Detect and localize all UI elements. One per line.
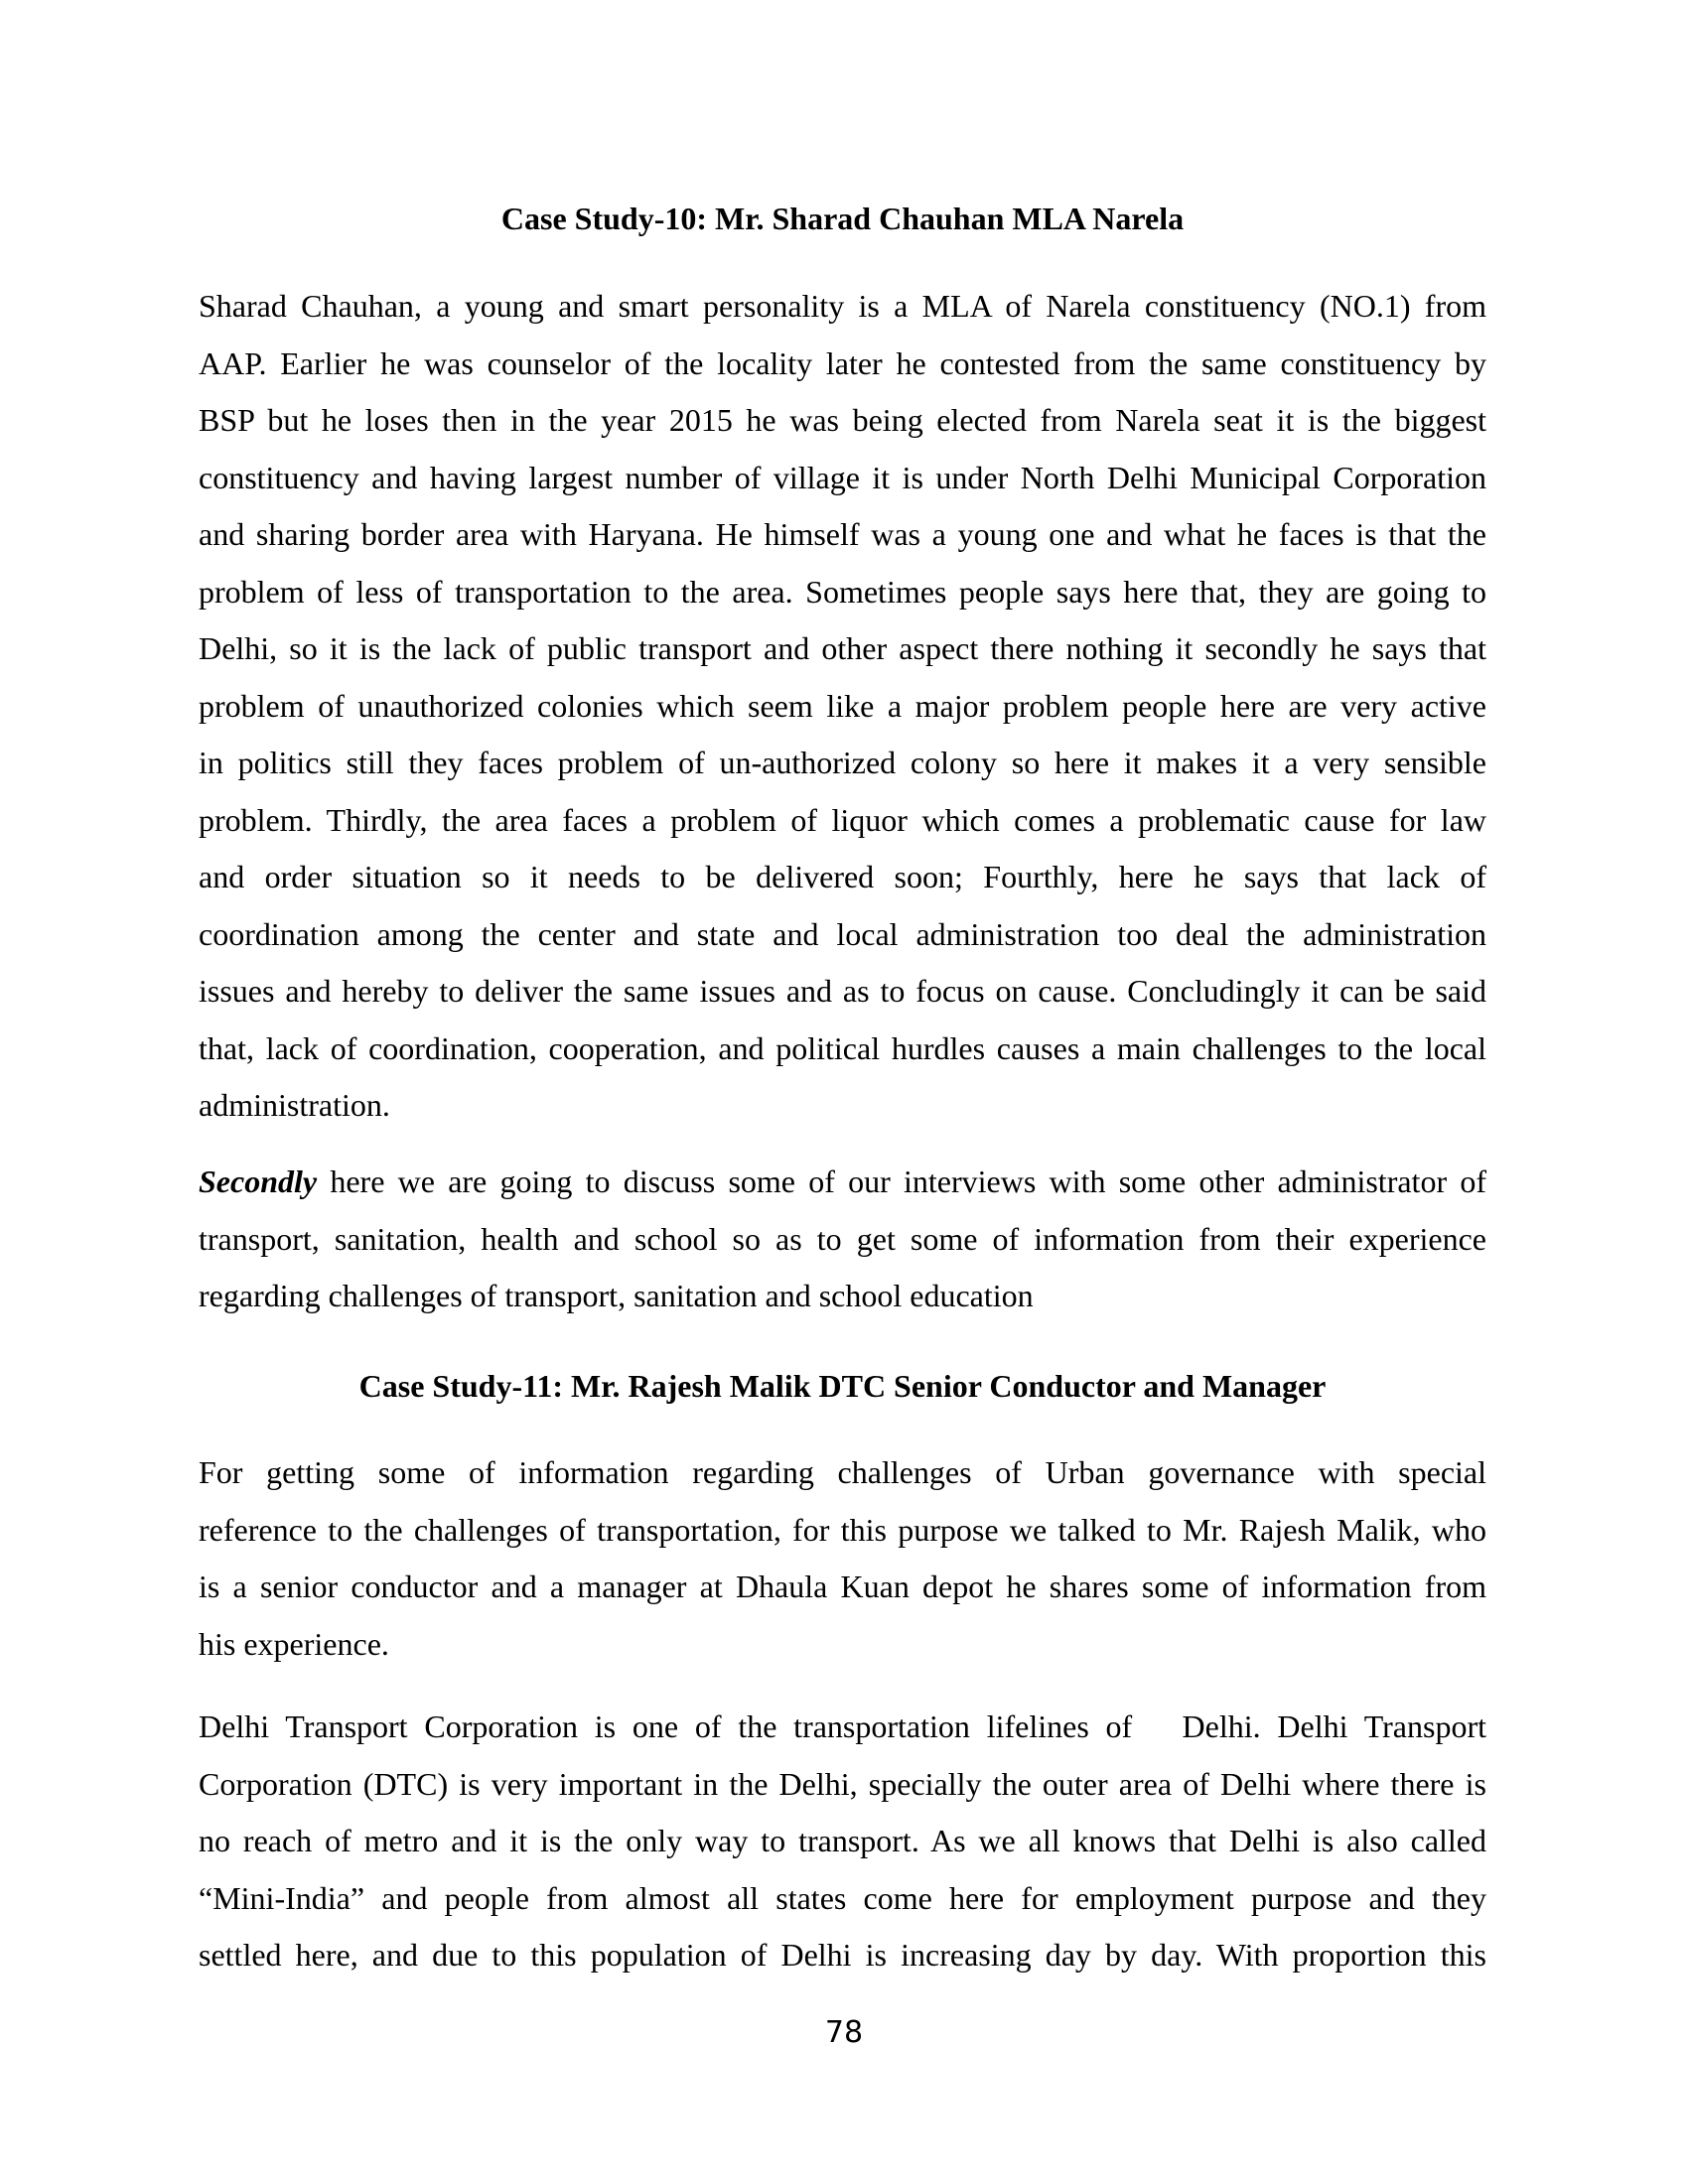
- text-line: For getting some of information regarding challenges of Urban governance with special: [199, 1454, 1486, 1490]
- text-line: constituency and having largest number of village it is under North Delhi Municipal Corporation: [199, 459, 1486, 495]
- text-line: “Mini-India” and people from almost all states come here for employment purpose and they: [199, 1879, 1486, 1916]
- text-line: Delhi, so it is the lack of public transport and other aspect there nothing it secondly he says that: [199, 630, 1486, 666]
- text-line: and sharing border area with Haryana. He himself was a young one and what he faces is that the: [199, 516, 1486, 552]
- text-line: regarding challenges of transport, sanitation and school education: [199, 1278, 1034, 1313]
- text-line: coordination among the center and state and local administration too deal the administration: [199, 915, 1486, 952]
- emphasis-secondly: Secondly: [199, 1163, 318, 1199]
- text-line: [199, 1154, 1486, 1211]
- text-line: problem. Thirdly, the area faces a problem of liquor which comes a problematic cause for law: [199, 801, 1486, 838]
- text-line: and order situation so it needs to be delivered soon; Fourthly, here he says that lack of: [199, 859, 1486, 894]
- text-line: problem of unauthorized colonies which seem like a major problem people here are very active: [199, 687, 1486, 724]
- text-line: issues and hereby to deliver the same issues and as to focus on cause. Concludingly it can be said: [199, 973, 1486, 1009]
- text-line: is a senior conductor and a manager at Dhaula Kuan depot he shares some of information from: [199, 1569, 1486, 1604]
- text-line: administration.: [199, 1087, 390, 1123]
- text-line: problem of less of transportation to the area. Sometimes people says here that, they are going to: [199, 573, 1486, 610]
- text-line: that, lack of coordination, cooperation, and political hurdles causes a main challenges to the local: [199, 1029, 1486, 1066]
- text-line: no reach of metro and it is the only way to transport. As we all knows that Delhi is also called: [199, 1823, 1486, 1858]
- paragraph-delhi-transport-corporation: [199, 1699, 1486, 1984]
- text-line: in politics still they faces problem of un-authorized colony so here it makes it a very sensible: [199, 745, 1486, 780]
- paragraph-sharad-chauhan: [199, 278, 1486, 1135]
- text-line: Delhi Transport Corporation is one of the transportation lifelines of Delhi. Delhi Transport: [199, 1708, 1486, 1744]
- page-number: 78: [824, 2015, 864, 2050]
- text-line: BSP but he loses then in the year 2015 he was being elected from Narela seat it is the biggest: [199, 402, 1486, 438]
- text-line: Corporation (DTC) is very important in the Delhi, specially the outer area of Delhi where there is: [199, 1765, 1486, 1802]
- text-line: his experience.: [199, 1625, 389, 1662]
- section-heading-case-study-11: Case Study-11: Mr. Rajesh Malik DTC Senior Conductor and Manager: [358, 1368, 1327, 1404]
- text-line: settled here, and due to this population of Delhi is increasing day by day. With proportion this: [199, 1937, 1486, 1973]
- text-line: AAP. Earlier he was counselor of the locality later he contested from the same constituency by: [199, 344, 1486, 381]
- paragraph-rajesh-malik-intro: [199, 1444, 1486, 1673]
- text-line-rest: here we are going to discuss some of our interviews with some other administrator of: [317, 1163, 1486, 1199]
- text-line: Sharad Chauhan, a young and smart personality is a MLA of Narela constituency (NO.1) from: [199, 288, 1486, 324]
- text-line: reference to the challenges of transportation, for this purpose we talked to Mr. Rajesh Malik, who: [199, 1511, 1486, 1548]
- paragraph-secondly: [199, 1154, 1486, 1325]
- text-line: transport, sanitation, health and school so as to get some of information from their experience: [199, 1220, 1486, 1257]
- section-heading-case-study-10: Case Study-10: Mr. Sharad Chauhan MLA Narela: [500, 201, 1185, 236]
